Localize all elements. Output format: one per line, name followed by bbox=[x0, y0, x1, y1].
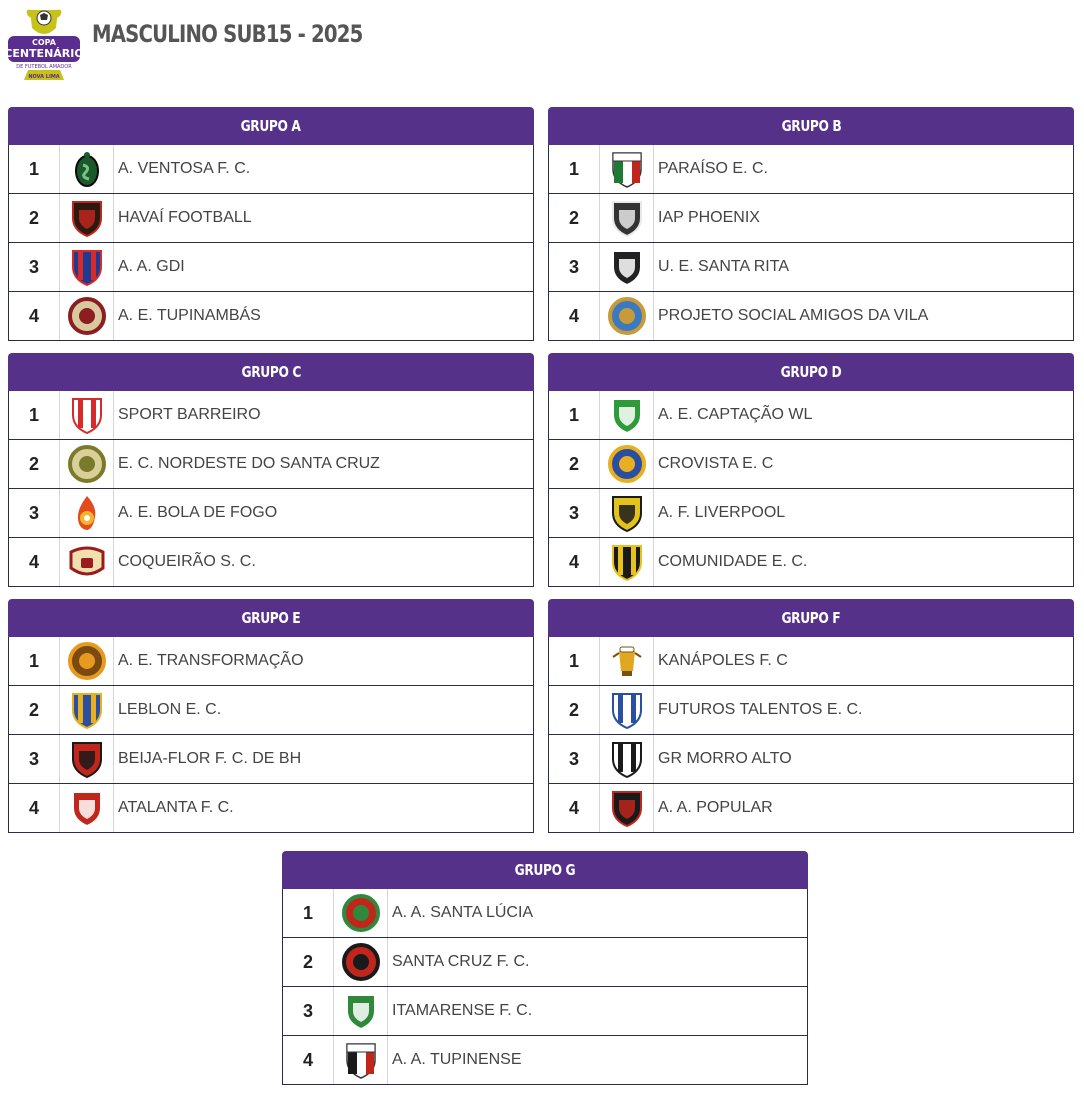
group-header bbox=[548, 599, 1074, 637]
team-name[interactable]: FUTUROS TALENTOS E. C. bbox=[658, 701, 863, 718]
group-grupo-f bbox=[548, 599, 1074, 833]
table-row[interactable] bbox=[549, 637, 1073, 685]
team-crest-icon[interactable] bbox=[600, 735, 654, 783]
team-crest-icon[interactable] bbox=[60, 538, 114, 586]
group-grupo-g bbox=[282, 851, 808, 1085]
table-row[interactable] bbox=[549, 242, 1073, 291]
team-name[interactable]: E. C. NORDESTE DO SANTA CRUZ bbox=[118, 455, 380, 472]
team-crest-icon[interactable] bbox=[334, 938, 388, 986]
team-position: 3 bbox=[283, 987, 334, 1035]
team-name[interactable]: A. A. SANTA LÚCIA bbox=[392, 904, 534, 921]
team-position: 2 bbox=[549, 686, 600, 734]
team-name[interactable]: A. F. LIVERPOOL bbox=[658, 504, 786, 521]
team-crest-icon[interactable] bbox=[334, 889, 388, 937]
team-position: 2 bbox=[283, 938, 334, 986]
team-crest-icon[interactable] bbox=[600, 391, 654, 439]
team-name[interactable]: KANÁPOLES F. C bbox=[658, 652, 788, 669]
table-row[interactable] bbox=[9, 637, 533, 685]
team-position: 3 bbox=[9, 489, 60, 537]
team-name[interactable]: SPORT BARREIRO bbox=[118, 406, 261, 423]
team-crest-icon[interactable] bbox=[600, 686, 654, 734]
trophy-icon bbox=[4, 6, 84, 82]
table-row[interactable] bbox=[9, 783, 533, 832]
team-crest-icon[interactable] bbox=[60, 489, 114, 537]
team-position: 4 bbox=[549, 538, 600, 586]
group-title: GRUPO B bbox=[781, 117, 841, 135]
team-position: 1 bbox=[549, 391, 600, 439]
team-crest-icon[interactable] bbox=[600, 489, 654, 537]
team-name[interactable]: U. E. SANTA RITA bbox=[658, 258, 789, 275]
table-row[interactable] bbox=[9, 242, 533, 291]
table-row[interactable] bbox=[549, 685, 1073, 734]
logo-foot: NOVA LIMA bbox=[28, 74, 60, 80]
team-crest-icon[interactable] bbox=[600, 538, 654, 586]
team-crest-icon[interactable] bbox=[600, 440, 654, 488]
table-row[interactable] bbox=[9, 391, 533, 439]
group-table bbox=[282, 889, 808, 1085]
team-crest-icon[interactable] bbox=[334, 1036, 388, 1084]
team-position: 2 bbox=[549, 440, 600, 488]
team-crest-icon[interactable] bbox=[60, 440, 114, 488]
team-position: 2 bbox=[549, 194, 600, 242]
group-header bbox=[548, 107, 1074, 145]
team-name[interactable]: ATALANTA F. C. bbox=[118, 799, 234, 816]
table-row[interactable] bbox=[549, 439, 1073, 488]
team-name[interactable]: GR MORRO ALTO bbox=[658, 750, 792, 767]
table-row[interactable] bbox=[549, 537, 1073, 586]
team-crest-icon[interactable] bbox=[60, 391, 114, 439]
group-title: GRUPO D bbox=[780, 363, 842, 381]
copa-centenario-logo[interactable] bbox=[4, 6, 84, 82]
table-row[interactable] bbox=[549, 291, 1073, 340]
team-name[interactable]: COMUNIDADE E. C. bbox=[658, 553, 808, 570]
table-row[interactable] bbox=[9, 488, 533, 537]
team-position: 1 bbox=[9, 637, 60, 685]
team-crest-icon[interactable] bbox=[600, 784, 654, 832]
table-row[interactable] bbox=[9, 145, 533, 193]
group-grupo-d bbox=[548, 353, 1074, 587]
table-row[interactable] bbox=[283, 889, 807, 937]
team-name[interactable]: HAVAÍ FOOTBALL bbox=[118, 209, 252, 226]
team-name[interactable]: LEBLON E. C. bbox=[118, 701, 222, 718]
team-position: 4 bbox=[549, 292, 600, 340]
team-name[interactable]: A. A. GDI bbox=[118, 258, 185, 275]
group-title: GRUPO G bbox=[514, 861, 576, 879]
group-table bbox=[548, 145, 1074, 341]
group-header bbox=[282, 851, 808, 889]
team-crest-icon[interactable] bbox=[600, 145, 654, 193]
team-crest-icon[interactable] bbox=[60, 686, 114, 734]
group-grupo-b bbox=[548, 107, 1074, 341]
logo-top: COPA bbox=[32, 38, 56, 47]
team-name[interactable]: PROJETO SOCIAL AMIGOS DA VILA bbox=[658, 307, 929, 324]
team-name[interactable]: A. E. BOLA DE FOGO bbox=[118, 504, 278, 521]
table-row[interactable] bbox=[9, 193, 533, 242]
group-grupo-e bbox=[8, 599, 534, 833]
table-row[interactable] bbox=[549, 391, 1073, 439]
group-title: GRUPO E bbox=[241, 609, 301, 627]
team-name[interactable]: COQUEIRÃO S. C. bbox=[118, 553, 256, 570]
table-row[interactable] bbox=[283, 937, 807, 986]
table-row[interactable] bbox=[549, 193, 1073, 242]
team-position: 3 bbox=[9, 243, 60, 291]
page-title: MASCULINO SUB15 - 2025 bbox=[92, 20, 363, 48]
group-grupo-c bbox=[8, 353, 534, 587]
team-crest-icon[interactable] bbox=[60, 194, 114, 242]
table-row[interactable] bbox=[283, 1035, 807, 1084]
group-header bbox=[548, 353, 1074, 391]
page-header bbox=[0, 0, 1084, 90]
group-header bbox=[8, 599, 534, 637]
group-title: GRUPO F bbox=[781, 609, 841, 627]
table-row[interactable] bbox=[549, 783, 1073, 832]
table-row[interactable] bbox=[549, 734, 1073, 783]
group-grupo-a bbox=[8, 107, 534, 341]
team-position: 1 bbox=[9, 391, 60, 439]
table-row[interactable] bbox=[9, 439, 533, 488]
team-position: 2 bbox=[9, 686, 60, 734]
team-crest-icon[interactable] bbox=[60, 637, 114, 685]
team-position: 3 bbox=[9, 735, 60, 783]
team-crest-icon[interactable] bbox=[600, 243, 654, 291]
group-title: GRUPO C bbox=[241, 363, 301, 381]
team-crest-icon[interactable] bbox=[60, 292, 114, 340]
team-position: 1 bbox=[549, 637, 600, 685]
group-table bbox=[548, 391, 1074, 587]
team-position: 4 bbox=[9, 538, 60, 586]
team-name[interactable]: PARAÍSO E. C. bbox=[658, 160, 768, 177]
team-crest-icon[interactable] bbox=[600, 637, 654, 685]
group-header bbox=[8, 107, 534, 145]
logo-sub: DE FUTEBOL AMADOR bbox=[16, 64, 72, 70]
team-position: 4 bbox=[283, 1036, 334, 1084]
team-crest-icon[interactable] bbox=[60, 784, 114, 832]
table-row[interactable] bbox=[9, 291, 533, 340]
group-header bbox=[8, 353, 534, 391]
team-crest-icon[interactable] bbox=[60, 145, 114, 193]
team-position: 3 bbox=[549, 489, 600, 537]
table-row[interactable] bbox=[9, 685, 533, 734]
team-crest-icon[interactable] bbox=[600, 292, 654, 340]
team-position: 1 bbox=[283, 889, 334, 937]
team-position: 4 bbox=[9, 292, 60, 340]
team-name[interactable]: A. VENTOSA F. C. bbox=[118, 160, 251, 177]
team-position: 4 bbox=[9, 784, 60, 832]
group-table bbox=[548, 637, 1074, 833]
team-name[interactable]: A. E. CAPTAÇÃO WL bbox=[658, 406, 813, 423]
team-position: 2 bbox=[9, 194, 60, 242]
table-row[interactable] bbox=[549, 145, 1073, 193]
team-name[interactable]: A. A. TUPINENSE bbox=[392, 1051, 522, 1068]
group-title: GRUPO A bbox=[241, 117, 301, 135]
team-position: 3 bbox=[549, 735, 600, 783]
group-table bbox=[8, 145, 534, 341]
logo-main: CENTENÁRIO bbox=[4, 47, 84, 60]
table-row[interactable] bbox=[9, 537, 533, 586]
team-position: 1 bbox=[549, 145, 600, 193]
team-position: 3 bbox=[549, 243, 600, 291]
team-crest-icon[interactable] bbox=[60, 243, 114, 291]
team-position: 4 bbox=[549, 784, 600, 832]
team-name[interactable]: ITAMARENSE F. C. bbox=[392, 1002, 533, 1019]
team-position: 1 bbox=[9, 145, 60, 193]
team-name[interactable]: SANTA CRUZ F. C. bbox=[392, 953, 530, 970]
team-crest-icon[interactable] bbox=[334, 987, 388, 1035]
group-table bbox=[8, 637, 534, 833]
team-position: 2 bbox=[9, 440, 60, 488]
team-name[interactable]: A. A. POPULAR bbox=[658, 799, 773, 816]
team-name[interactable]: A. E. TUPINAMBÁS bbox=[118, 307, 261, 324]
team-crest-icon[interactable] bbox=[60, 735, 114, 783]
group-table bbox=[8, 391, 534, 587]
team-name[interactable]: BEIJA-FLOR F. C. DE BH bbox=[118, 750, 302, 767]
team-crest-icon[interactable] bbox=[600, 194, 654, 242]
table-row[interactable] bbox=[549, 488, 1073, 537]
team-name[interactable]: IAP PHOENIX bbox=[658, 209, 760, 226]
table-row[interactable] bbox=[283, 986, 807, 1035]
team-name[interactable]: A. E. TRANSFORMAÇÃO bbox=[118, 652, 304, 669]
team-name[interactable]: CROVISTA E. C bbox=[658, 455, 774, 472]
table-row[interactable] bbox=[9, 734, 533, 783]
